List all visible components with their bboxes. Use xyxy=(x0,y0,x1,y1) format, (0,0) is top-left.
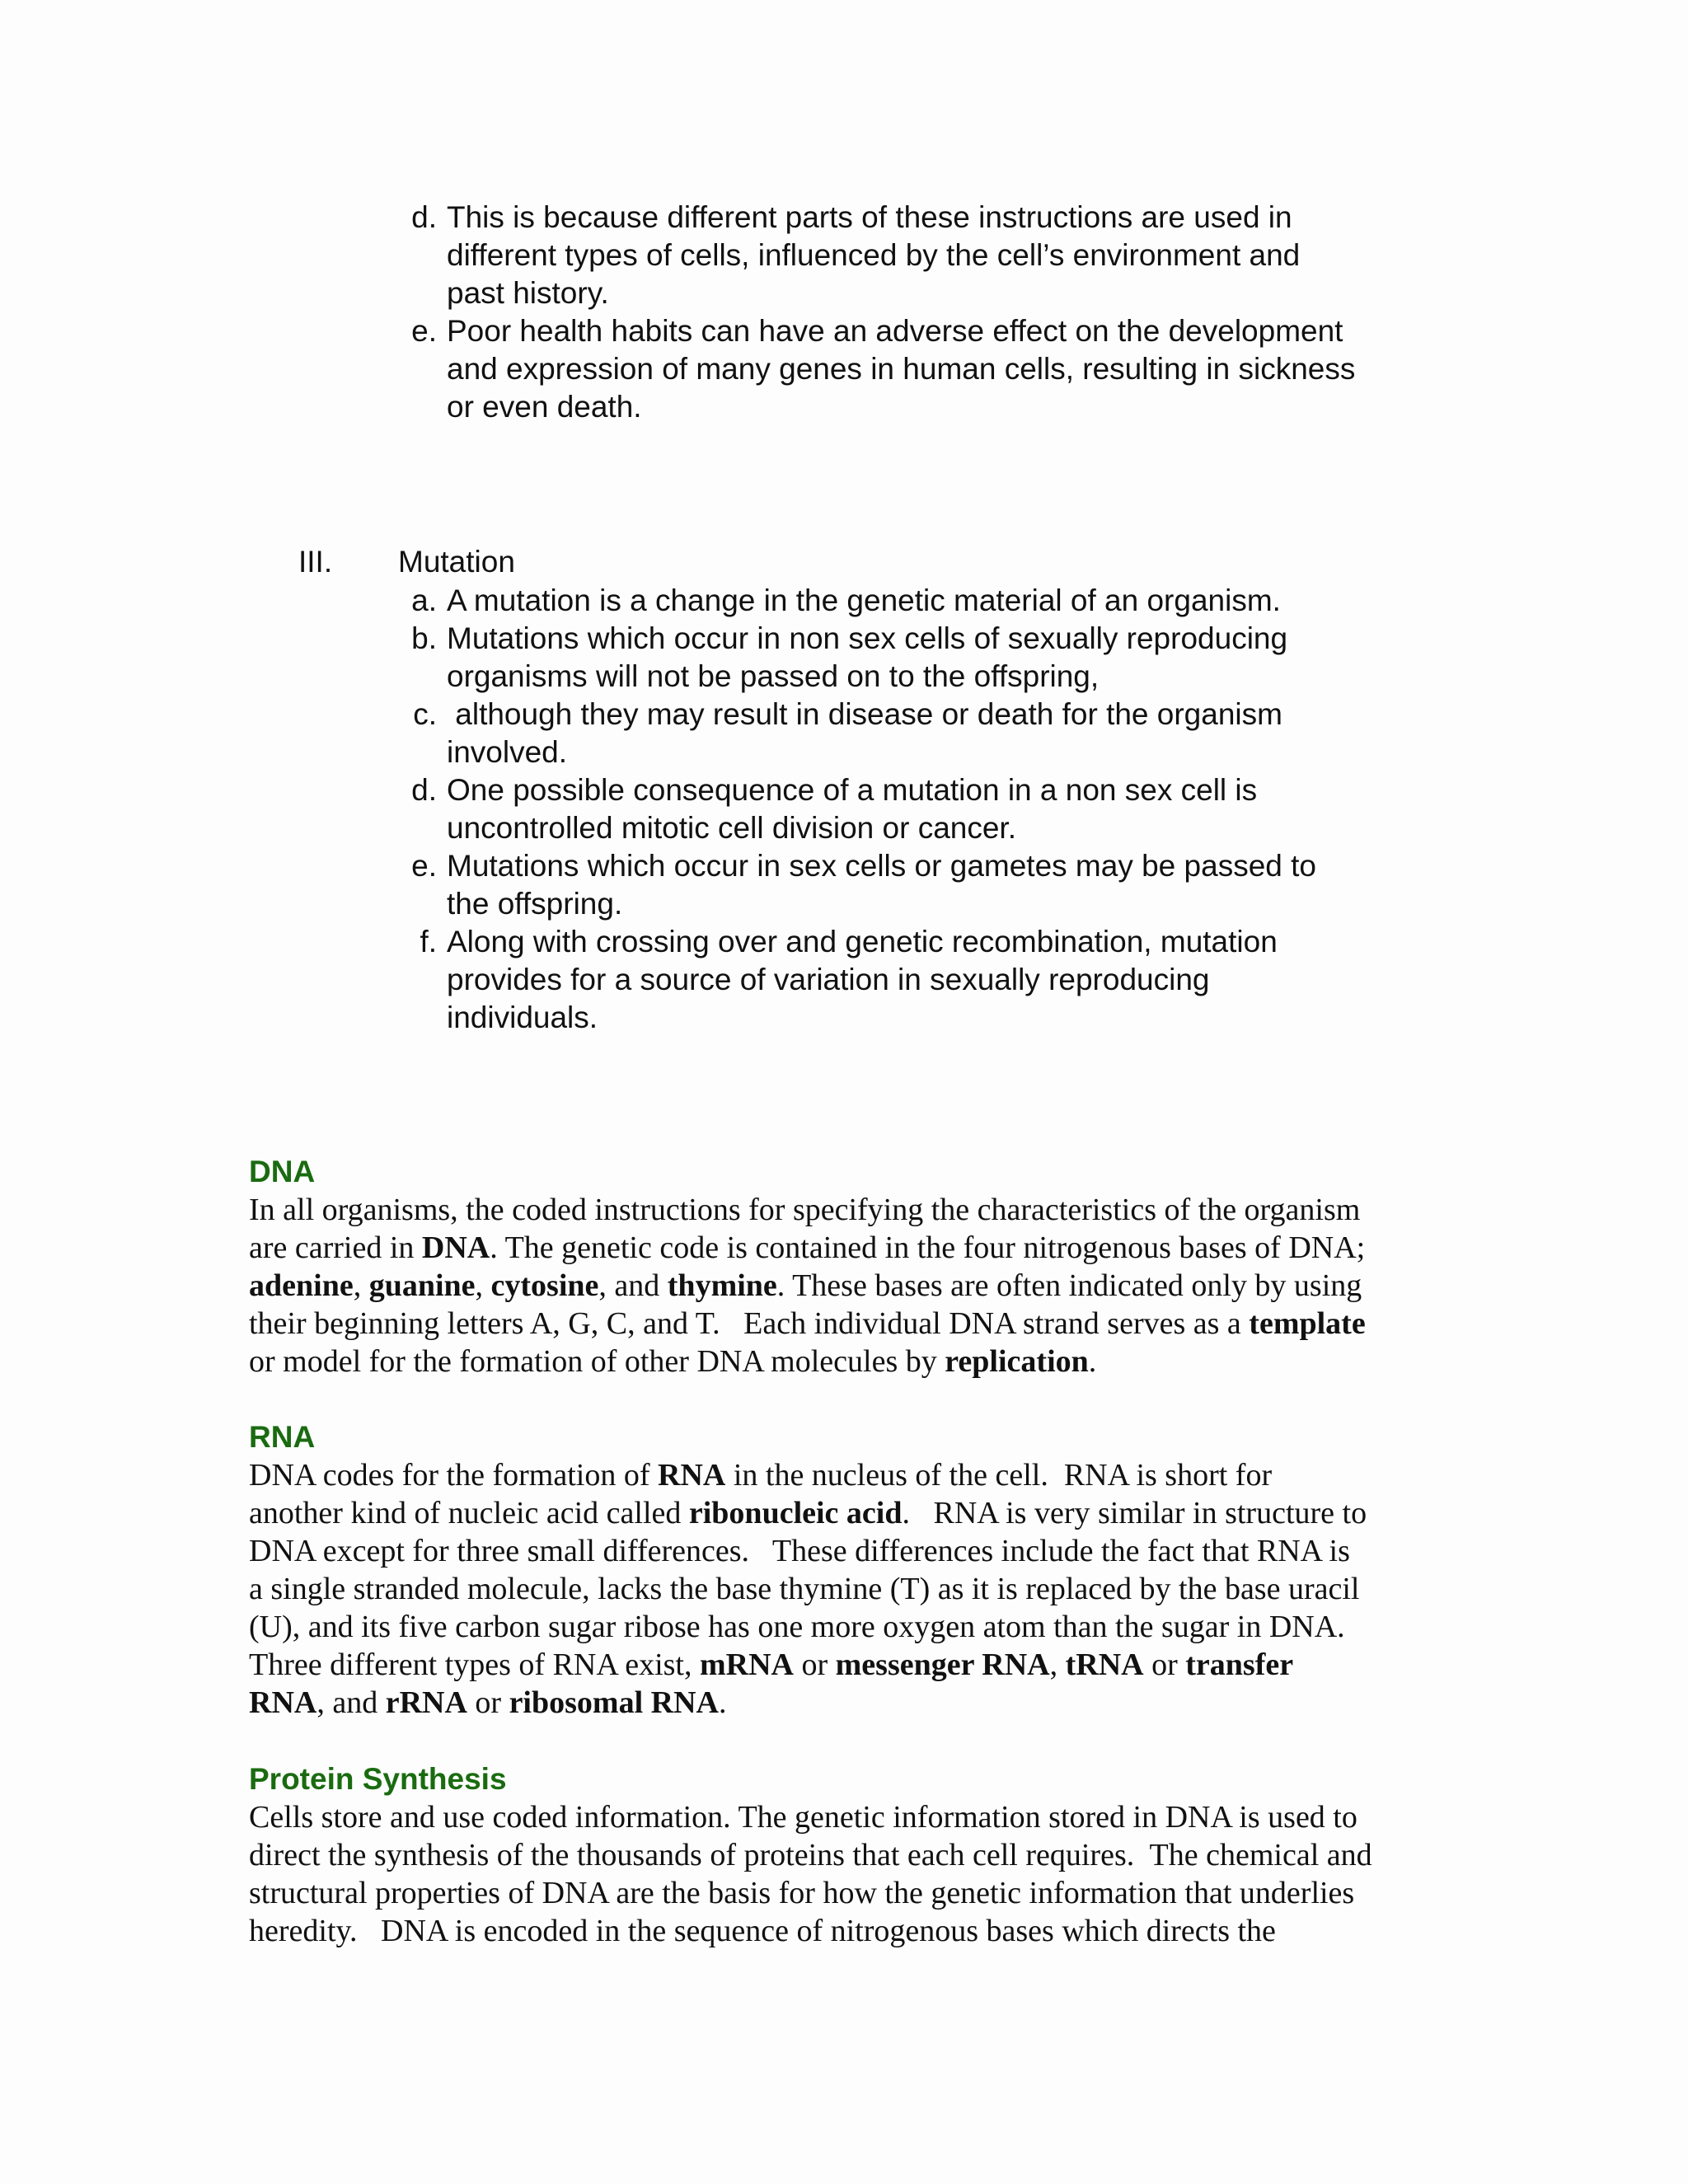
protein-synthesis-paragraph xyxy=(249,1798,1452,1950)
item-line: provides for a source of variation in sexually reproducing xyxy=(447,963,1210,996)
bold-term: tRNA xyxy=(1065,1647,1144,1682)
bold-term: guanine xyxy=(368,1268,476,1303)
rna-paragraph xyxy=(249,1456,1452,1722)
item-line: involved. xyxy=(447,735,568,769)
item-text xyxy=(447,696,1444,771)
item-letter: d. xyxy=(411,773,437,807)
item-line: different types of cells, influenced by the cell’s environment and xyxy=(447,238,1301,272)
text-run: Three different types of RNA exist, xyxy=(249,1647,700,1682)
item-line: Poor health habits can have an adverse effect on the development xyxy=(447,314,1343,348)
roman-numeral: III. xyxy=(298,545,333,579)
item-text xyxy=(447,771,1444,847)
para-line: In all organisms, the coded instructions for specifying the characteristics of the organism xyxy=(249,1193,1361,1227)
protein-synthesis-heading: Protein Synthesis xyxy=(249,1762,507,1796)
item-text xyxy=(447,582,1444,620)
text-run: or xyxy=(1143,1647,1186,1682)
item-letter: e. xyxy=(411,314,437,348)
para-line: structural properties of DNA are the basis for how the genetic information that underlies xyxy=(249,1876,1355,1910)
text-run: , and xyxy=(598,1268,668,1303)
bold-term: mRNA xyxy=(700,1647,794,1682)
bold-term: RNA xyxy=(658,1458,726,1493)
item-line: the offspring. xyxy=(447,887,623,921)
text-run: , xyxy=(1049,1647,1066,1682)
mutation-title: Mutation xyxy=(398,545,515,579)
bold-term: template xyxy=(1249,1306,1366,1341)
text-run: or xyxy=(467,1685,509,1720)
para-line: DNA except for three small differences. These differences include the fact that RNA is xyxy=(249,1534,1350,1568)
item-letter: d. xyxy=(411,200,437,234)
bold-term: transfer xyxy=(1185,1647,1294,1682)
text-run: . The genetic code is contained in the four nitrogenous bases of DNA; xyxy=(490,1230,1366,1265)
para-line: a single stranded molecule, lacks the base thymine (T) as it is replaced by the base uracil xyxy=(249,1572,1360,1606)
item-line: although they may result in disease or death for the organism xyxy=(447,697,1282,731)
text-run: or model for the formation of other DNA molecules by xyxy=(249,1344,945,1379)
bold-term: rRNA xyxy=(385,1685,467,1720)
rna-heading: RNA xyxy=(249,1420,316,1454)
text-run: their beginning letters A, G, C, and T. Each individual DNA strand serves as a xyxy=(249,1306,1250,1341)
bold-term: ribonucleic acid xyxy=(688,1496,903,1530)
item-line: Mutations which occur in sex cells or gametes may be passed to xyxy=(447,849,1316,883)
para-line xyxy=(249,1343,1452,1380)
item-line: A mutation is a change in the genetic material of an organism. xyxy=(447,583,1281,617)
para-line xyxy=(249,1684,1452,1722)
item-letter: f. xyxy=(420,925,437,958)
protein-synthesis-section xyxy=(249,1760,1452,1950)
para-line xyxy=(249,1646,1452,1684)
bold-term: thymine xyxy=(667,1268,777,1303)
bold-term: replication xyxy=(945,1344,1089,1379)
para-line xyxy=(249,1305,1452,1343)
text-run: , xyxy=(353,1268,369,1303)
text-run: , xyxy=(475,1268,491,1303)
item-line: and expression of many genes in human cells, resulting in sickness xyxy=(447,352,1356,386)
para-line: direct the synthesis of the thousands of proteins that each cell requires. The chemical and xyxy=(249,1838,1372,1872)
item-line: One possible consequence of a mutation in a non sex cell is xyxy=(447,773,1258,807)
text-run: in the nucleus of the cell. RNA is short for xyxy=(725,1458,1273,1493)
item-letter: a. xyxy=(411,583,437,617)
para-line xyxy=(249,1267,1452,1305)
bold-term: messenger RNA xyxy=(835,1647,1050,1682)
item-line: This is because different parts of these instructions are used in xyxy=(447,200,1292,234)
rna-section xyxy=(249,1418,1452,1722)
bold-term: DNA xyxy=(421,1230,490,1265)
text-run: are carried in xyxy=(249,1230,422,1265)
para-line: Cells store and use coded information. The genetic information stored in DNA is used to xyxy=(249,1800,1357,1835)
item-line: or even death. xyxy=(447,390,642,424)
item-text xyxy=(447,312,1444,426)
bold-term: cytosine xyxy=(490,1268,599,1303)
item-line: uncontrolled mitotic cell division or cancer. xyxy=(447,811,1016,845)
dna-paragraph xyxy=(249,1191,1452,1380)
item-line: Along with crossing over and genetic recombination, mutation xyxy=(447,925,1278,958)
para-line: heredity. DNA is encoded in the sequence of nitrogenous bases which directs the xyxy=(249,1914,1276,1948)
item-text xyxy=(447,199,1444,312)
bold-term: ribosomal RNA xyxy=(509,1685,719,1720)
para-line xyxy=(249,1494,1452,1532)
text-run: . These bases are often indicated only by using xyxy=(776,1268,1362,1303)
item-line: past history. xyxy=(447,276,609,310)
item-text xyxy=(447,620,1444,696)
item-line: organisms will not be passed on to the offspring, xyxy=(447,659,1100,693)
text-run: another kind of nucleic acid called xyxy=(249,1496,689,1530)
text-run: or xyxy=(793,1647,836,1682)
bold-term: RNA xyxy=(249,1685,317,1720)
para-line xyxy=(249,1229,1452,1267)
dna-heading: DNA xyxy=(249,1155,316,1188)
text-run: . xyxy=(718,1685,727,1720)
text-run: , and xyxy=(316,1685,386,1720)
item-letter: e. xyxy=(411,849,437,883)
text-run: DNA codes for the formation of xyxy=(249,1458,658,1493)
bold-term: adenine xyxy=(249,1268,354,1303)
para-line: (U), and its five carbon sugar ribose has one more oxygen atom than the sugar in DNA. xyxy=(249,1610,1345,1644)
item-letter: c. xyxy=(413,697,437,731)
text-run: . RNA is very similar in structure to xyxy=(902,1496,1367,1530)
para-line xyxy=(249,1456,1452,1494)
item-text xyxy=(447,847,1444,923)
dna-section xyxy=(249,1153,1452,1380)
item-line: Mutations which occur in non sex cells of sexually reproducing xyxy=(447,621,1288,655)
text-run: . xyxy=(1088,1344,1097,1379)
item-letter: b. xyxy=(411,621,437,655)
item-text xyxy=(447,923,1444,1037)
item-line: individuals. xyxy=(447,1001,598,1034)
